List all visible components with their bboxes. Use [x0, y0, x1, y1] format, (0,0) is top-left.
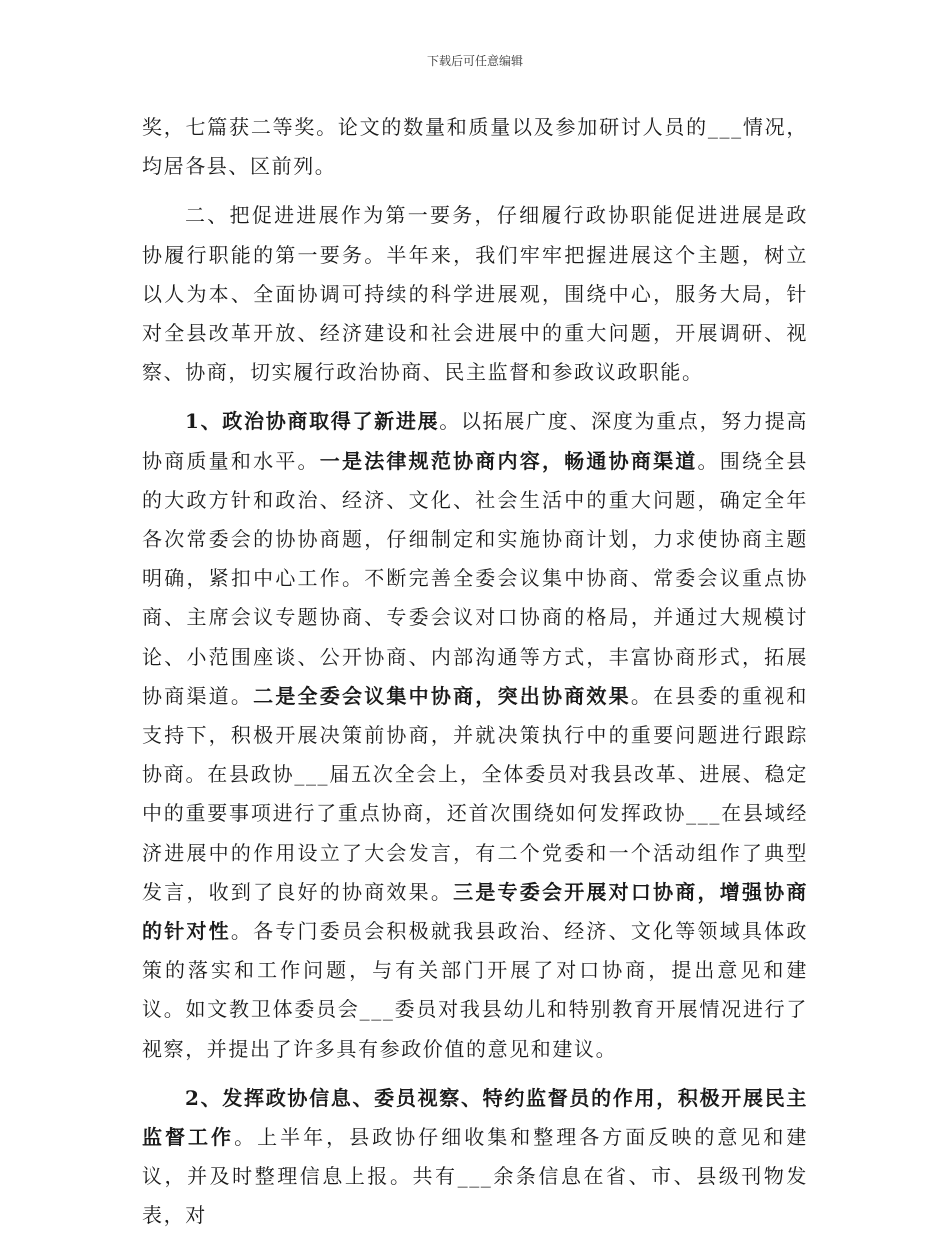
- paragraph-4-democratic-supervision: [142, 1079, 808, 1236]
- bold-heading: 二是全委会议集中协商，突出协商效果: [253, 683, 631, 708]
- paragraph-text: 奖，七篇获二等奖。论文的数量和质量以及参加研讨人员的___情况，均居各县、区前列。: [142, 115, 808, 179]
- paragraph-text: 。上半年，县政协仔细收集和整理各方面反映的意见和建议，并及时整理信息上报。共有___余条信息在省、市、县级刊物发表，对: [142, 1125, 808, 1228]
- bold-heading: 一是法律规范协商内容，畅通协商渠道: [319, 448, 698, 473]
- paragraph-2-section-two: [142, 196, 808, 392]
- paragraph-text: 。以拓展广度、深度为重点，努力提高协商质量和水平。: [142, 409, 808, 473]
- paragraph-text: 。在县委的重视和支持下，积极开展决策前协商，并就决策执行中的重要问题进行跟踪协商。在县政协___届五次全会上，全体委员对我县改革、进展、稳定中的重要事项进行了重点协商，还首次围绕如何发挥政协___在县域经济进展中的作用设立了大会发言，有二个党委和一个活动组作了典型发言，收到了良好的协商效果。: [142, 683, 809, 904]
- page-header: 下载后可任意编辑: [426, 54, 523, 68]
- paragraph-1: [142, 108, 808, 186]
- paragraph-text: 。围绕全县的大政方针和政治、经济、文化、社会生活中的重大问题，确定全年各次常委会的协协商题，仔细制定和实施协商计划，力求使协商主题明确，紧扣中心工作。不断完善全委会议集中协商、常委会议重点协商、主席会议专题协商、专委会议对口协商的格局，并通过大规模讨论、小范围座谈、公开协商、内部沟通等方式，丰富协商形式，拓展协商渠道。: [142, 448, 808, 708]
- paragraph-text: 二、把促进进展作为第一要务，仔细履行政协职能促进进展是政协履行职能的第一要务。半年来，我们牢牢把握进展这个主题，树立以人为本、全面协调可持续的科学进展观，围绕中心，服务大局，针对全县改革开放、经济建设和社会进展中的重大问题，开展调研、视察、协商，切实履行政治协商、民主监督和参政议政职能。: [142, 203, 808, 385]
- bold-heading: 1、政治协商取得了新进展: [185, 409, 440, 434]
- paragraph-3-political-consultation: [142, 402, 808, 1068]
- bold-heading: 三是专委会开展对口协商，增强协商的针对性: [142, 879, 808, 944]
- bold-heading: 2、发挥政协信息、委员视察、特约监督员的作用，积极开展民主监督工作: [142, 1085, 808, 1150]
- document-body: [142, 108, 808, 1236]
- paragraph-text: 。各专门委员会积极就我县政治、经济、文化等领域具体政策的落实和工作问题，与有关部门开展了对口协商，提出意见和建议。如文教卫体委员会___委员对我县幼儿和特别教育开展情况进行了视察，并提出了许多具有参政价值的意见和建议。: [142, 919, 808, 1061]
